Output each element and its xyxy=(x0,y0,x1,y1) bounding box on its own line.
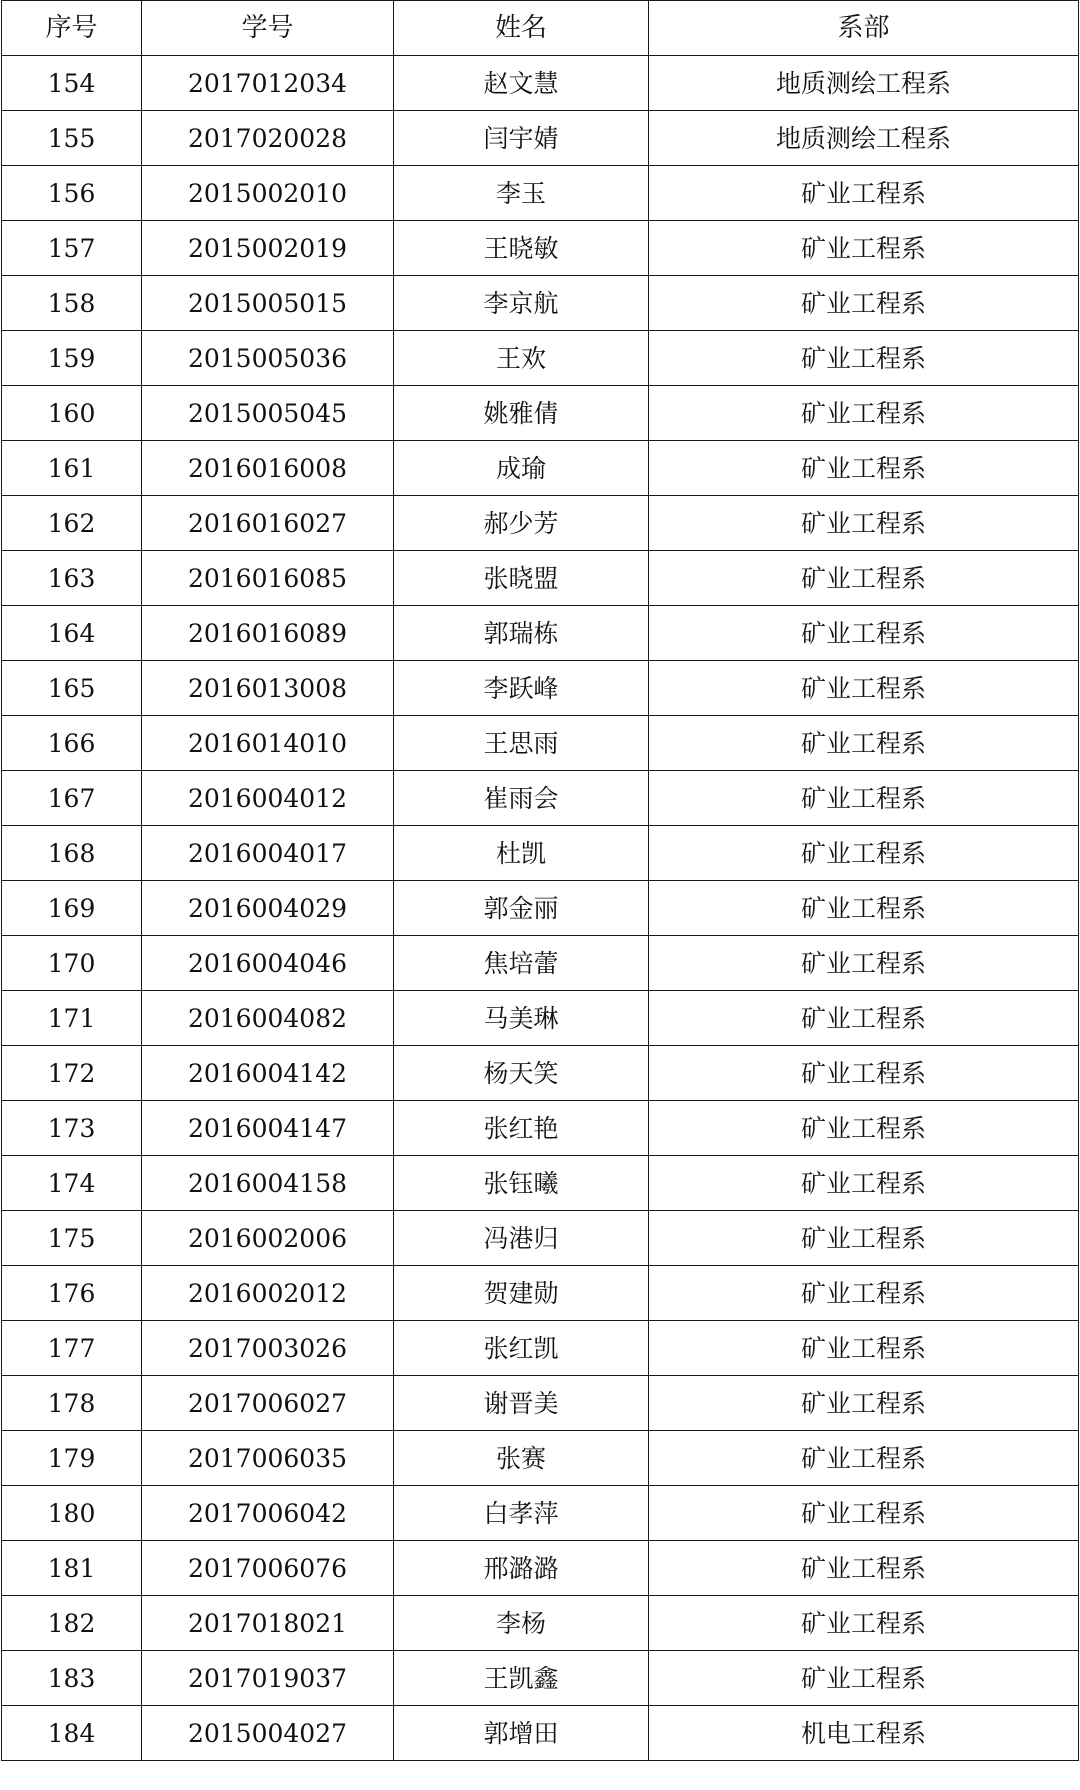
table-row xyxy=(2,1486,1079,1541)
cell-student-id: 2017006027 xyxy=(142,1376,394,1431)
cell-index: 171 xyxy=(2,991,142,1046)
cell-department: 矿业工程系 xyxy=(649,331,1079,386)
cell-department: 矿业工程系 xyxy=(649,1321,1079,1376)
cell-name: 李玉 xyxy=(394,166,649,221)
cell-index: 174 xyxy=(2,1156,142,1211)
table-row xyxy=(2,276,1079,331)
cell-student-id: 2015002019 xyxy=(142,221,394,276)
cell-department: 矿业工程系 xyxy=(649,441,1079,496)
cell-name: 李跃峰 xyxy=(394,661,649,716)
table-row xyxy=(2,1211,1079,1266)
cell-name: 王凯鑫 xyxy=(394,1651,649,1706)
table-row xyxy=(2,166,1079,221)
cell-index: 163 xyxy=(2,551,142,606)
cell-name: 郭金丽 xyxy=(394,881,649,936)
cell-name: 姚雅倩 xyxy=(394,386,649,441)
cell-student-id: 2016004029 xyxy=(142,881,394,936)
cell-department: 矿业工程系 xyxy=(649,716,1079,771)
cell-department: 矿业工程系 xyxy=(649,1376,1079,1431)
cell-index: 169 xyxy=(2,881,142,936)
cell-student-id: 2017018021 xyxy=(142,1596,394,1651)
cell-department: 矿业工程系 xyxy=(649,881,1079,936)
cell-name: 张红凯 xyxy=(394,1321,649,1376)
cell-student-id: 2015005045 xyxy=(142,386,394,441)
cell-index: 175 xyxy=(2,1211,142,1266)
cell-department: 矿业工程系 xyxy=(649,826,1079,881)
cell-name: 闫宇婧 xyxy=(394,111,649,166)
cell-department: 矿业工程系 xyxy=(649,661,1079,716)
cell-index: 176 xyxy=(2,1266,142,1321)
cell-index: 166 xyxy=(2,716,142,771)
table-body xyxy=(2,56,1079,1761)
cell-name: 崔雨会 xyxy=(394,771,649,826)
cell-index: 179 xyxy=(2,1431,142,1486)
cell-department: 矿业工程系 xyxy=(649,496,1079,551)
cell-index: 156 xyxy=(2,166,142,221)
cell-index: 170 xyxy=(2,936,142,991)
cell-name: 郝少芳 xyxy=(394,496,649,551)
cell-index: 158 xyxy=(2,276,142,331)
cell-department: 地质测绘工程系 xyxy=(649,111,1079,166)
table-row xyxy=(2,1156,1079,1211)
table-row xyxy=(2,771,1079,826)
cell-department: 矿业工程系 xyxy=(649,1266,1079,1321)
table-row xyxy=(2,826,1079,881)
cell-name: 李杨 xyxy=(394,1596,649,1651)
cell-index: 183 xyxy=(2,1651,142,1706)
cell-student-id: 2017020028 xyxy=(142,111,394,166)
cell-name: 张红艳 xyxy=(394,1101,649,1156)
cell-department: 矿业工程系 xyxy=(649,1156,1079,1211)
cell-index: 167 xyxy=(2,771,142,826)
cell-department: 机电工程系 xyxy=(649,1706,1079,1761)
cell-index: 181 xyxy=(2,1541,142,1596)
cell-department: 矿业工程系 xyxy=(649,551,1079,606)
cell-student-id: 2016004046 xyxy=(142,936,394,991)
cell-student-id: 2016004012 xyxy=(142,771,394,826)
cell-name: 邢潞潞 xyxy=(394,1541,649,1596)
cell-index: 162 xyxy=(2,496,142,551)
table-row xyxy=(2,1706,1079,1761)
table-row xyxy=(2,1376,1079,1431)
cell-student-id: 2017003026 xyxy=(142,1321,394,1376)
table-row xyxy=(2,881,1079,936)
cell-student-id: 2015005015 xyxy=(142,276,394,331)
header-index: 序号 xyxy=(2,1,142,56)
table-row xyxy=(2,716,1079,771)
cell-department: 矿业工程系 xyxy=(649,221,1079,276)
cell-index: 157 xyxy=(2,221,142,276)
table-row xyxy=(2,1431,1079,1486)
cell-student-id: 2016016027 xyxy=(142,496,394,551)
cell-student-id: 2016002006 xyxy=(142,1211,394,1266)
cell-department: 矿业工程系 xyxy=(649,1101,1079,1156)
header-student-id: 学号 xyxy=(142,1,394,56)
cell-student-id: 2016016089 xyxy=(142,606,394,661)
cell-name: 李京航 xyxy=(394,276,649,331)
cell-department: 矿业工程系 xyxy=(649,386,1079,441)
cell-student-id: 2016004158 xyxy=(142,1156,394,1211)
cell-name: 郭瑞栋 xyxy=(394,606,649,661)
table-row xyxy=(2,1321,1079,1376)
cell-name: 杜凯 xyxy=(394,826,649,881)
cell-name: 成瑜 xyxy=(394,441,649,496)
cell-index: 178 xyxy=(2,1376,142,1431)
cell-index: 173 xyxy=(2,1101,142,1156)
cell-name: 马美琳 xyxy=(394,991,649,1046)
cell-student-id: 2016014010 xyxy=(142,716,394,771)
table-row xyxy=(2,936,1079,991)
cell-name: 焦培蕾 xyxy=(394,936,649,991)
cell-name: 白孝萍 xyxy=(394,1486,649,1541)
cell-student-id: 2016004017 xyxy=(142,826,394,881)
table-row xyxy=(2,1541,1079,1596)
cell-name: 冯港归 xyxy=(394,1211,649,1266)
cell-department: 矿业工程系 xyxy=(649,1651,1079,1706)
cell-name: 赵文慧 xyxy=(394,56,649,111)
table-row xyxy=(2,1046,1079,1101)
cell-name: 杨天笑 xyxy=(394,1046,649,1101)
table-row xyxy=(2,1651,1079,1706)
cell-name: 郭增田 xyxy=(394,1706,649,1761)
cell-student-id: 2016016085 xyxy=(142,551,394,606)
cell-student-id: 2016013008 xyxy=(142,661,394,716)
table-row xyxy=(2,441,1079,496)
table-row xyxy=(2,221,1079,276)
header-row xyxy=(2,1,1079,56)
cell-index: 165 xyxy=(2,661,142,716)
cell-department: 矿业工程系 xyxy=(649,1486,1079,1541)
table-row xyxy=(2,331,1079,386)
table-row xyxy=(2,661,1079,716)
cell-student-id: 2016004142 xyxy=(142,1046,394,1101)
cell-index: 155 xyxy=(2,111,142,166)
cell-department: 矿业工程系 xyxy=(649,1431,1079,1486)
cell-index: 168 xyxy=(2,826,142,881)
table-row xyxy=(2,606,1079,661)
student-roster-table xyxy=(1,0,1079,1761)
cell-student-id: 2017006035 xyxy=(142,1431,394,1486)
cell-student-id: 2017012034 xyxy=(142,56,394,111)
cell-name: 王欢 xyxy=(394,331,649,386)
cell-name: 张钰曦 xyxy=(394,1156,649,1211)
cell-student-id: 2016004147 xyxy=(142,1101,394,1156)
cell-department: 矿业工程系 xyxy=(649,936,1079,991)
cell-index: 160 xyxy=(2,386,142,441)
cell-student-id: 2016004082 xyxy=(142,991,394,1046)
cell-name: 谢晋美 xyxy=(394,1376,649,1431)
table-row xyxy=(2,1101,1079,1156)
cell-student-id: 2015002010 xyxy=(142,166,394,221)
cell-index: 177 xyxy=(2,1321,142,1376)
cell-department: 矿业工程系 xyxy=(649,1596,1079,1651)
table-row xyxy=(2,1266,1079,1321)
cell-department: 矿业工程系 xyxy=(649,771,1079,826)
cell-index: 184 xyxy=(2,1706,142,1761)
cell-student-id: 2015005036 xyxy=(142,331,394,386)
header-name: 姓名 xyxy=(394,1,649,56)
cell-index: 180 xyxy=(2,1486,142,1541)
cell-department: 矿业工程系 xyxy=(649,1211,1079,1266)
cell-student-id: 2016016008 xyxy=(142,441,394,496)
cell-index: 164 xyxy=(2,606,142,661)
cell-name: 张赛 xyxy=(394,1431,649,1486)
cell-index: 182 xyxy=(2,1596,142,1651)
table-row xyxy=(2,991,1079,1046)
cell-department: 矿业工程系 xyxy=(649,1046,1079,1101)
table-row xyxy=(2,386,1079,441)
cell-department: 矿业工程系 xyxy=(649,1541,1079,1596)
cell-name: 张晓盟 xyxy=(394,551,649,606)
cell-department: 矿业工程系 xyxy=(649,606,1079,661)
cell-name: 王晓敏 xyxy=(394,221,649,276)
cell-index: 172 xyxy=(2,1046,142,1101)
table-row xyxy=(2,551,1079,606)
cell-student-id: 2017006076 xyxy=(142,1541,394,1596)
table-row xyxy=(2,111,1079,166)
cell-student-id: 2017019037 xyxy=(142,1651,394,1706)
cell-index: 154 xyxy=(2,56,142,111)
cell-index: 161 xyxy=(2,441,142,496)
cell-student-id: 2017006042 xyxy=(142,1486,394,1541)
cell-department: 矿业工程系 xyxy=(649,276,1079,331)
cell-department: 地质测绘工程系 xyxy=(649,56,1079,111)
cell-name: 王思雨 xyxy=(394,716,649,771)
table-row xyxy=(2,1596,1079,1651)
cell-student-id: 2016002012 xyxy=(142,1266,394,1321)
cell-index: 159 xyxy=(2,331,142,386)
cell-department: 矿业工程系 xyxy=(649,991,1079,1046)
table-header xyxy=(2,1,1079,56)
cell-student-id: 2015004027 xyxy=(142,1706,394,1761)
table-row xyxy=(2,56,1079,111)
cell-name: 贺建勋 xyxy=(394,1266,649,1321)
cell-department: 矿业工程系 xyxy=(649,166,1079,221)
header-department: 系部 xyxy=(649,1,1079,56)
table-row xyxy=(2,496,1079,551)
